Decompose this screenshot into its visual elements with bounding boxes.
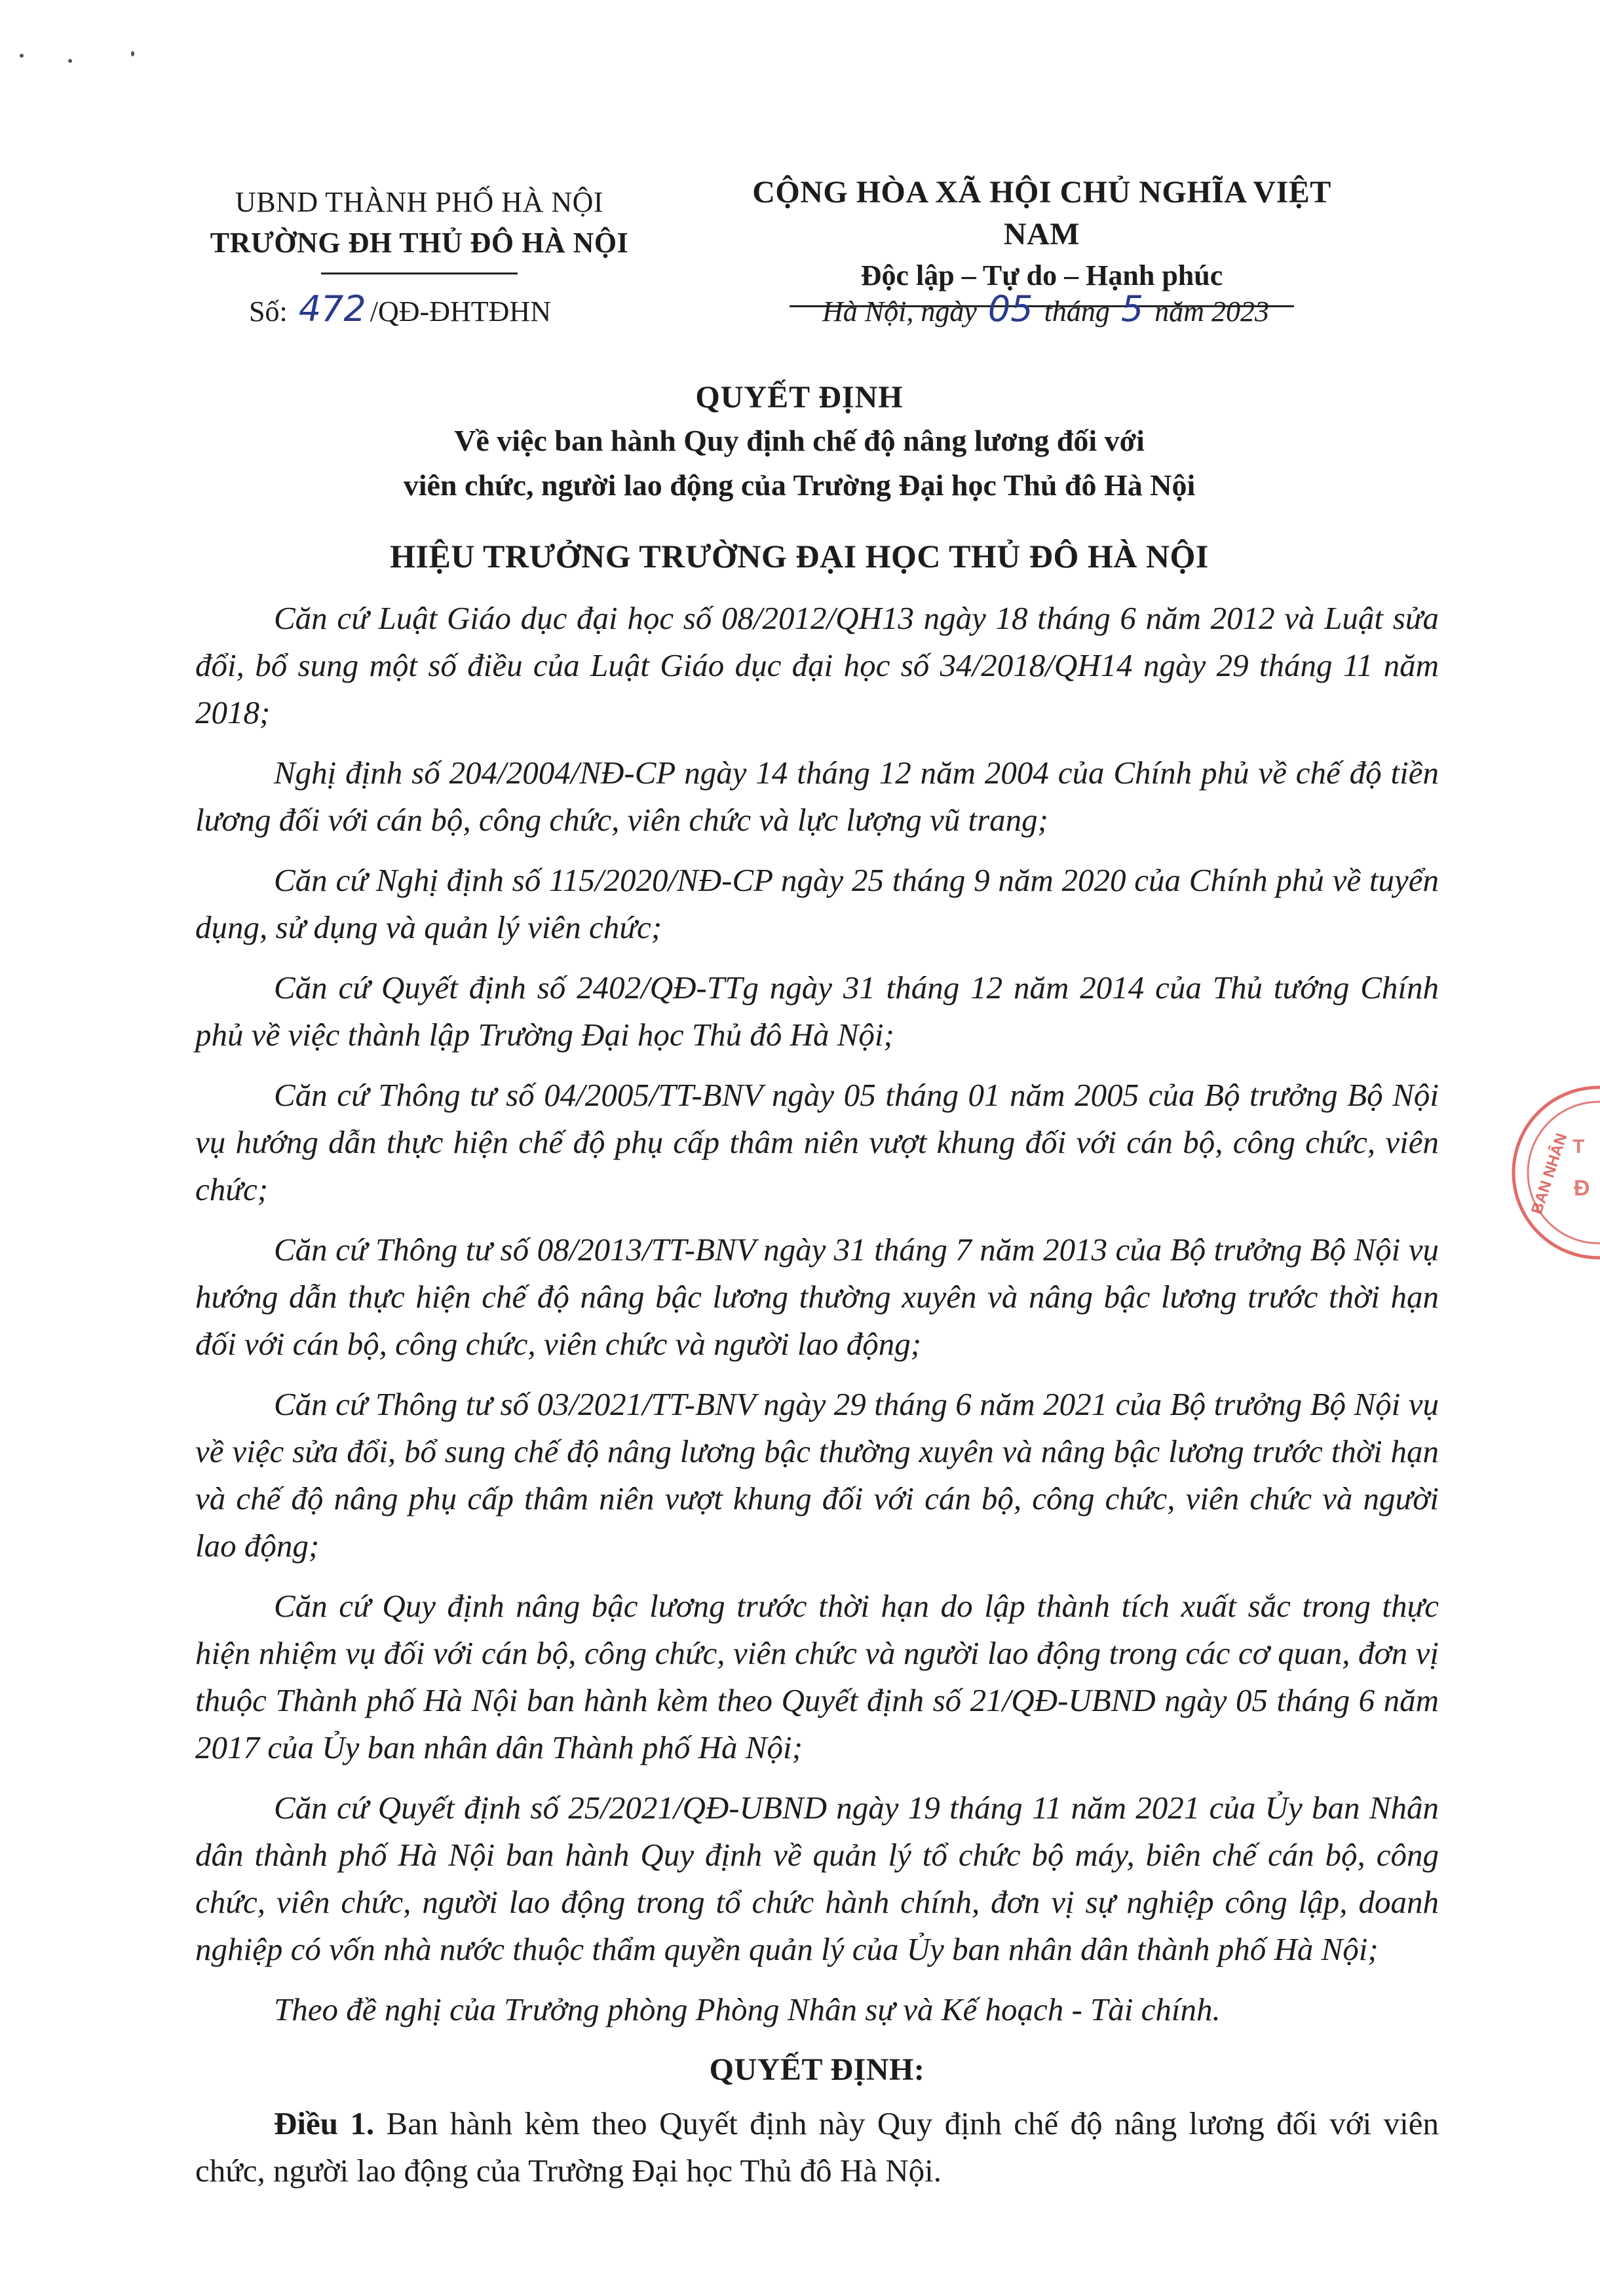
document-title xyxy=(144,377,1455,508)
scan-speck xyxy=(68,59,72,63)
legal-basis: Căn cứ Thông tư số 03/2021/TT-BNV ngày 29 tháng 6 năm 2021 của Bộ trưởng Bộ Nội vụ về việc sửa đổi, bổ sung chế độ nâng lương bậc thường xuyên và nâng bậc lương trước thời hạn và chế độ nâng phụ cấp thâm niên vượt khung đối với cán bộ, công chức, viên chức và người lao động; xyxy=(195,1386,1439,1564)
issuing-authority: HIỆU TRƯỞNG TRƯỜNG ĐẠI HỌC THỦ ĐÔ HÀ NỘI xyxy=(390,538,1209,574)
subject-line-1: Về việc ban hành Quy định chế độ nâng lương đối với xyxy=(454,424,1145,457)
month-word: tháng xyxy=(1044,295,1110,328)
legal-basis: Nghị định số 204/2004/NĐ-CP ngày 14 tháng 12 năm 2004 của Chính phủ về chế độ tiền lương đối với cán bộ, công chức, viên chức và lực lượng vũ trang; xyxy=(195,755,1439,838)
year-text: năm 2023 xyxy=(1154,295,1269,328)
legal-basis: Căn cứ Quy định nâng bậc lương trước thời hạn do lập thành tích xuất sắc trong thực hiện nhiệm vụ đối với cán bộ, công chức, viên chức và người lao động trong các cơ quan, đơn vị thuộc Thành phố Hà Nội ban hành kèm theo Quyết định số 21/QĐ-UBND ngày 05 tháng 6 năm 2017 của Ủy ban nhân dân Thành phố Hà Nội; xyxy=(195,1588,1439,1765)
number-prefix: Số: xyxy=(249,295,288,328)
issuing-agency-block xyxy=(151,182,688,274)
legal-basis: Căn cứ Thông tư số 08/2013/TT-BNV ngày 31 tháng 7 năm 2013 của Bộ trưởng Bộ Nội vụ hướng dẫn thực hiện chế độ nâng bậc lương thường xuyên và nâng bậc lương trước thời hạn đối với cán bộ, công chức, viên chức và người lao động; xyxy=(195,1232,1439,1362)
date-prefix: Hà Nội, ngày xyxy=(822,295,977,328)
agency-underline xyxy=(321,273,518,274)
svg-text:T: T xyxy=(1572,1136,1585,1157)
svg-text:Đ: Đ xyxy=(1574,1176,1590,1201)
proposal-basis: Theo đề nghị của Trưởng phòng Phòng Nhân sự và Kế hoạch - Tài chính. xyxy=(274,1991,1221,2027)
number-suffix: /QĐ-ĐHTĐHN xyxy=(370,295,551,328)
handwritten-day: 05 xyxy=(987,288,1033,329)
legal-basis: Căn cứ Nghị định số 115/2020/NĐ-CP ngày 25 tháng 9 năm 2020 của Chính phủ về tuyển dụng, sử dụng và quản lý viên chức; xyxy=(195,862,1439,945)
official-stamp xyxy=(1500,1074,1600,1271)
organization-name: TRƯỜNG ĐH THỦ ĐÔ HÀ NỘI xyxy=(210,227,629,259)
scan-speck xyxy=(131,51,134,56)
article-1-text: Ban hành kèm theo Quyết định này Quy định chế độ nâng lương đối với viên chức, người lao động của Trường Đại học Thủ đô Hà Nội. xyxy=(195,2105,1439,2189)
legal-basis: Căn cứ Quyết định số 25/2021/QĐ-UBND ngày 19 tháng 11 năm 2021 của Ủy ban Nhân dân thành phố Hà Nội ban hành Quy định về quản lý tổ chức bộ máy, biên chế cán bộ, công chức, viên chức, người lao động trong tổ chức hành chính, đơn vị sự nghiệp công lập, doanh nghiệp có vốn nhà nước thuộc thẩm quyền quản lý của Ủy ban nhân dân thành phố Hà Nội; xyxy=(195,1790,1439,1967)
document-type: QUYẾT ĐỊNH xyxy=(695,380,904,415)
document-number xyxy=(249,288,551,329)
handwritten-month: 5 xyxy=(1120,288,1144,329)
scan-speck xyxy=(20,54,24,58)
nation-name: CỘNG HÒA XÃ HỘI CHỦ NGHĨA VIỆT NAM xyxy=(752,175,1331,252)
article-1 xyxy=(195,2100,1439,2194)
decision-heading: QUYẾT ĐỊNH: xyxy=(709,2052,925,2087)
handwritten-number: 472 xyxy=(298,288,366,329)
svg-text:BAN NHÂN: BAN NHÂN xyxy=(1528,1131,1571,1216)
national-motto: Độc lập – Tự do – Hạnh phúc xyxy=(860,259,1223,292)
document-body xyxy=(195,595,1439,2208)
subject-line-2: viên chức, người lao động của Trường Đại học Thủ đô Hà Nội xyxy=(403,468,1196,502)
article-1-label: Điều 1. xyxy=(274,2105,375,2141)
national-header-block xyxy=(714,172,1369,307)
legal-basis: Căn cứ Thông tư số 04/2005/TT-BNV ngày 05 tháng 01 năm 2005 của Bộ trưởng Bộ Nội vụ hướng dẫn thực hiện chế độ phụ cấp thâm niên vượt khung đối với cán bộ, công chức, viên chức; xyxy=(195,1077,1439,1207)
parent-organization: UBND THÀNH PHỐ HÀ NỘI xyxy=(235,186,604,218)
legal-basis: Căn cứ Quyết định số 2402/QĐ-TTg ngày 31 tháng 12 năm 2014 của Thủ tướng Chính phủ về việc thành lập Trường Đại học Thủ đô Hà Nội; xyxy=(195,969,1439,1053)
issue-date xyxy=(822,288,1269,329)
legal-basis: Căn cứ Luật Giáo dục đại học số 08/2012/QH13 ngày 18 tháng 6 năm 2012 và Luật sửa đổi, bổ sung một số điều của Luật Giáo dục đại học số 34/2018/QH14 ngày 29 tháng 11 năm 2018; xyxy=(195,600,1439,730)
